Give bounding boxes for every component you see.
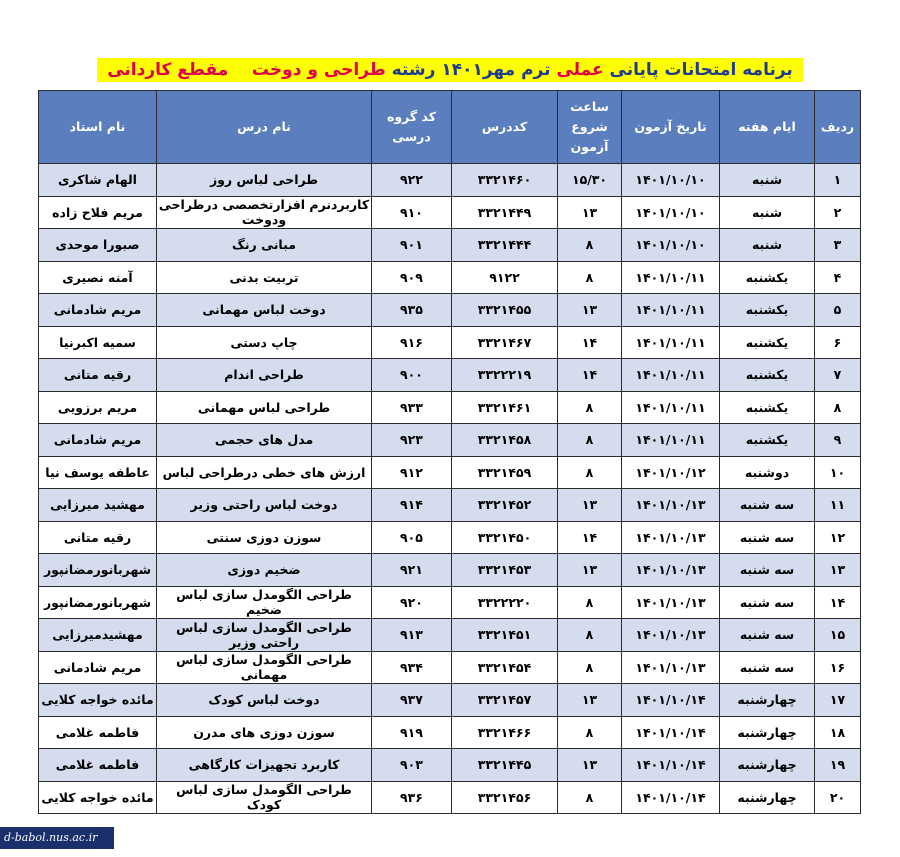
header-course-name: نام درس	[157, 91, 372, 164]
cell-group-code: ۹۱۴	[372, 489, 452, 522]
cell-group-code: ۹۳۵	[372, 294, 452, 327]
cell-row-number: ۱۷	[815, 684, 861, 717]
table-row	[39, 521, 861, 554]
cell-teacher-name: الهام شاکری	[39, 164, 157, 197]
cell-group-code: ۹۰۱	[372, 229, 452, 262]
cell-row-number: ۴	[815, 261, 861, 294]
cell-weekday: چهارشنبه	[720, 684, 815, 717]
cell-course-name: چاپ دستی	[157, 326, 372, 359]
cell-course-code: ۳۳۲۱۴۴۴	[452, 229, 558, 262]
table-header-row	[39, 91, 861, 164]
cell-exam-date: ۱۴۰۱/۱۰/۱۱	[622, 294, 720, 327]
cell-start-time: ۱۳	[558, 489, 622, 522]
cell-exam-date: ۱۴۰۱/۱۰/۱۳	[622, 521, 720, 554]
cell-course-name: مدل های حجمی	[157, 424, 372, 457]
table-row	[39, 424, 861, 457]
cell-weekday: سه شنبه	[720, 554, 815, 587]
cell-weekday: چهارشنبه	[720, 749, 815, 782]
cell-weekday: شنبه	[720, 229, 815, 262]
cell-row-number: ۱۱	[815, 489, 861, 522]
cell-exam-date: ۱۴۰۱/۱۰/۱۴	[622, 716, 720, 749]
cell-row-number: ۳	[815, 229, 861, 262]
cell-group-code: ۹۲۲	[372, 164, 452, 197]
table-row	[39, 554, 861, 587]
cell-teacher-name: مریم برزویی	[39, 391, 157, 424]
cell-weekday: دوشنبه	[720, 456, 815, 489]
table-row	[39, 164, 861, 197]
cell-course-name: تربیت بدنی	[157, 261, 372, 294]
cell-course-code: ۳۳۲۱۴۵۷	[452, 684, 558, 717]
cell-course-code: ۳۳۲۱۴۵۵	[452, 294, 558, 327]
cell-exam-date: ۱۴۰۱/۱۰/۱۴	[622, 684, 720, 717]
cell-exam-date: ۱۴۰۱/۱۰/۱۳	[622, 489, 720, 522]
cell-weekday: یکشنبه	[720, 326, 815, 359]
table-row	[39, 391, 861, 424]
cell-course-name: ضخیم دوزی	[157, 554, 372, 587]
table-row	[39, 684, 861, 717]
cell-exam-date: ۱۴۰۱/۱۰/۱۳	[622, 554, 720, 587]
cell-group-code: ۹۰۰	[372, 359, 452, 392]
cell-group-code: ۹۲۳	[372, 424, 452, 457]
cell-row-number: ۱۹	[815, 749, 861, 782]
cell-course-code: ۳۳۲۱۴۵۱	[452, 619, 558, 652]
cell-course-code: ۳۳۲۱۴۵۰	[452, 521, 558, 554]
cell-weekday: چهارشنبه	[720, 781, 815, 814]
header-group-code: کد گروه درسی	[372, 91, 452, 164]
cell-course-name: سوزن دوزی های مدرن	[157, 716, 372, 749]
cell-course-name: طراحی الگومدل سازی لباس مهمانی	[157, 651, 372, 684]
cell-course-code: ۳۳۲۱۴۵۲	[452, 489, 558, 522]
cell-teacher-name: سمیه اکبرنیا	[39, 326, 157, 359]
cell-weekday: شنبه	[720, 164, 815, 197]
cell-teacher-name: مائده خواجه کلایی	[39, 684, 157, 717]
cell-group-code: ۹۱۶	[372, 326, 452, 359]
cell-teacher-name: صبورا موحدی	[39, 229, 157, 262]
page-title	[97, 58, 803, 82]
cell-weekday: سه شنبه	[720, 521, 815, 554]
table-row	[39, 586, 861, 619]
cell-teacher-name: فاطمه غلامی	[39, 749, 157, 782]
cell-group-code: ۹۰۳	[372, 749, 452, 782]
cell-group-code: ۹۱۲	[372, 456, 452, 489]
cell-start-time: ۱۳	[558, 749, 622, 782]
cell-start-time: ۱۵/۳۰	[558, 164, 622, 197]
cell-course-name: مبانی رنگ	[157, 229, 372, 262]
cell-start-time: ۱۳	[558, 554, 622, 587]
cell-exam-date: ۱۴۰۱/۱۰/۱۱	[622, 326, 720, 359]
cell-row-number: ۱۵	[815, 619, 861, 652]
table-row	[39, 749, 861, 782]
cell-weekday: یکشنبه	[720, 261, 815, 294]
cell-row-number: ۸	[815, 391, 861, 424]
cell-course-code: ۳۳۲۱۴۵۳	[452, 554, 558, 587]
cell-course-code: ۳۳۲۱۴۶۰	[452, 164, 558, 197]
cell-course-name: کاربردنرم افزارتخصصی درطراحی ودوخت	[157, 196, 372, 229]
table-row	[39, 716, 861, 749]
cell-course-name: طراحی اندام	[157, 359, 372, 392]
cell-course-code: ۳۳۲۱۴۵۶	[452, 781, 558, 814]
cell-start-time: ۱۳	[558, 294, 622, 327]
cell-start-time: ۸	[558, 619, 622, 652]
table-row	[39, 359, 861, 392]
exam-schedule-table	[38, 90, 861, 814]
table-row	[39, 326, 861, 359]
cell-course-name: طراحی لباس مهمانی	[157, 391, 372, 424]
cell-exam-date: ۱۴۰۱/۱۰/۱۲	[622, 456, 720, 489]
table-row	[39, 294, 861, 327]
cell-course-code: ۳۳۲۱۴۴۹	[452, 196, 558, 229]
cell-row-number: ۱۶	[815, 651, 861, 684]
cell-teacher-name: آمنه نصیری	[39, 261, 157, 294]
table-row	[39, 781, 861, 814]
cell-group-code: ۹۳۳	[372, 391, 452, 424]
cell-row-number: ۹	[815, 424, 861, 457]
cell-row-number: ۱۳	[815, 554, 861, 587]
table-row	[39, 651, 861, 684]
title-part-2: عملی	[556, 60, 604, 80]
cell-course-code: ۳۳۲۲۲۱۹	[452, 359, 558, 392]
cell-group-code: ۹۰۹	[372, 261, 452, 294]
cell-teacher-name: شهربانورمضانپور	[39, 586, 157, 619]
table-row	[39, 196, 861, 229]
cell-group-code: ۹۱۰	[372, 196, 452, 229]
cell-course-name: سوزن دوزی سنتی	[157, 521, 372, 554]
cell-exam-date: ۱۴۰۱/۱۰/۱۳	[622, 651, 720, 684]
cell-group-code: ۹۳۶	[372, 781, 452, 814]
cell-start-time: ۸	[558, 229, 622, 262]
cell-group-code: ۹۰۵	[372, 521, 452, 554]
table-row	[39, 261, 861, 294]
cell-row-number: ۲	[815, 196, 861, 229]
cell-row-number: ۱	[815, 164, 861, 197]
cell-exam-date: ۱۴۰۱/۱۰/۱۰	[622, 164, 720, 197]
cell-teacher-name: مهشیدمیرزایی	[39, 619, 157, 652]
cell-row-number: ۵	[815, 294, 861, 327]
cell-course-code: ۳۳۲۱۴۵۹	[452, 456, 558, 489]
cell-start-time: ۱۳	[558, 684, 622, 717]
cell-start-time: ۸	[558, 651, 622, 684]
cell-group-code: ۹۱۹	[372, 716, 452, 749]
cell-weekday: سه شنبه	[720, 489, 815, 522]
header-course-code: کددرس	[452, 91, 558, 164]
cell-course-name: طراحی الگومدل سازی لباس ضخیم	[157, 586, 372, 619]
cell-course-code: ۳۳۲۱۴۶۷	[452, 326, 558, 359]
cell-course-name: کاربرد تجهیزات کارگاهی	[157, 749, 372, 782]
cell-group-code: ۹۲۱	[372, 554, 452, 587]
cell-row-number: ۲۰	[815, 781, 861, 814]
cell-teacher-name: مریم شادمانی	[39, 651, 157, 684]
cell-start-time: ۱۴	[558, 326, 622, 359]
cell-exam-date: ۱۴۰۱/۱۰/۱۳	[622, 586, 720, 619]
cell-start-time: ۸	[558, 391, 622, 424]
cell-teacher-name: عاطفه یوسف نیا	[39, 456, 157, 489]
cell-row-number: ۶	[815, 326, 861, 359]
title-wrap	[0, 58, 900, 82]
title-part-5: مقطع کاردانی	[107, 60, 229, 80]
cell-teacher-name: مائده خواجه کلایی	[39, 781, 157, 814]
cell-teacher-name: مریم فلاح زاده	[39, 196, 157, 229]
cell-course-code: ۳۳۲۱۴۶۱	[452, 391, 558, 424]
cell-start-time: ۸	[558, 456, 622, 489]
cell-course-name: دوخت لباس راحتی وزیر	[157, 489, 372, 522]
cell-course-name: طراحی لباس روز	[157, 164, 372, 197]
table-row	[39, 229, 861, 262]
cell-course-name: ارزش های خطی درطراحی لباس	[157, 456, 372, 489]
cell-start-time: ۸	[558, 781, 622, 814]
cell-weekday: چهارشنبه	[720, 716, 815, 749]
cell-teacher-name: فاطمه غلامی	[39, 716, 157, 749]
cell-start-time: ۸	[558, 716, 622, 749]
cell-exam-date: ۱۴۰۱/۱۰/۱۳	[622, 619, 720, 652]
cell-teacher-name: شهربانورمضانپور	[39, 554, 157, 587]
cell-course-code: ۳۳۲۱۴۵۸	[452, 424, 558, 457]
cell-group-code: ۹۳۷	[372, 684, 452, 717]
cell-exam-date: ۱۴۰۱/۱۰/۱۱	[622, 424, 720, 457]
cell-group-code: ۹۱۳	[372, 619, 452, 652]
cell-exam-date: ۱۴۰۱/۱۰/۱۰	[622, 196, 720, 229]
cell-weekday: یکشنبه	[720, 294, 815, 327]
table-row	[39, 619, 861, 652]
cell-exam-date: ۱۴۰۱/۱۰/۱۰	[622, 229, 720, 262]
title-part-4: طراحی و دوخت	[251, 60, 386, 80]
cell-start-time: ۸	[558, 424, 622, 457]
cell-teacher-name: مهشید میرزایی	[39, 489, 157, 522]
header-row-number: ردیف	[815, 91, 861, 164]
cell-start-time: ۱۴	[558, 521, 622, 554]
cell-exam-date: ۱۴۰۱/۱۰/۱۱	[622, 359, 720, 392]
header-weekday: ایام هفته	[720, 91, 815, 164]
table-row	[39, 456, 861, 489]
cell-row-number: ۱۲	[815, 521, 861, 554]
site-url-footer[interactable]: d-babol.nus.ac.ir	[0, 827, 114, 849]
cell-group-code: ۹۲۰	[372, 586, 452, 619]
cell-course-code: ۳۳۲۱۴۴۵	[452, 749, 558, 782]
cell-teacher-name: مریم شادمانی	[39, 424, 157, 457]
cell-row-number: ۷	[815, 359, 861, 392]
cell-course-name: دوخت لباس مهمانی	[157, 294, 372, 327]
cell-group-code: ۹۳۴	[372, 651, 452, 684]
cell-course-name: طراحی الگومدل سازی لباس کودک	[157, 781, 372, 814]
header-teacher-name: نام استاد	[39, 91, 157, 164]
cell-course-code: ۹۱۲۲	[452, 261, 558, 294]
title-part-1: برنامه امتحانات پایانی	[609, 60, 793, 80]
cell-exam-date: ۱۴۰۱/۱۰/۱۴	[622, 749, 720, 782]
cell-row-number: ۱۴	[815, 586, 861, 619]
cell-teacher-name: مریم شادمانی	[39, 294, 157, 327]
cell-start-time: ۸	[558, 586, 622, 619]
cell-start-time: ۱۴	[558, 359, 622, 392]
cell-course-name: دوخت لباس کودک	[157, 684, 372, 717]
cell-exam-date: ۱۴۰۱/۱۰/۱۱	[622, 391, 720, 424]
cell-exam-date: ۱۴۰۱/۱۰/۱۴	[622, 781, 720, 814]
cell-weekday: یکشنبه	[720, 359, 815, 392]
header-exam-date: تاریخ آزمون	[622, 91, 720, 164]
cell-weekday: سه شنبه	[720, 619, 815, 652]
cell-start-time: ۸	[558, 261, 622, 294]
cell-weekday: یکشنبه	[720, 391, 815, 424]
cell-course-name: طراحی الگومدل سازی لباس راحتی وزیر	[157, 619, 372, 652]
table-row	[39, 489, 861, 522]
cell-start-time: ۱۳	[558, 196, 622, 229]
cell-row-number: ۱۸	[815, 716, 861, 749]
cell-exam-date: ۱۴۰۱/۱۰/۱۱	[622, 261, 720, 294]
cell-teacher-name: رقیه متانی	[39, 359, 157, 392]
title-part-3: ترم مهر۱۴۰۱ رشته	[391, 60, 551, 80]
cell-weekday: یکشنبه	[720, 424, 815, 457]
cell-course-code: ۳۳۲۱۴۶۶	[452, 716, 558, 749]
header-start-time: ساعت شروع آزمون	[558, 91, 622, 164]
cell-course-code: ۳۳۲۲۲۲۰	[452, 586, 558, 619]
cell-weekday: سه شنبه	[720, 586, 815, 619]
cell-weekday: سه شنبه	[720, 651, 815, 684]
cell-weekday: شنبه	[720, 196, 815, 229]
cell-teacher-name: رقیه متانی	[39, 521, 157, 554]
cell-course-code: ۳۳۲۱۴۵۴	[452, 651, 558, 684]
cell-row-number: ۱۰	[815, 456, 861, 489]
